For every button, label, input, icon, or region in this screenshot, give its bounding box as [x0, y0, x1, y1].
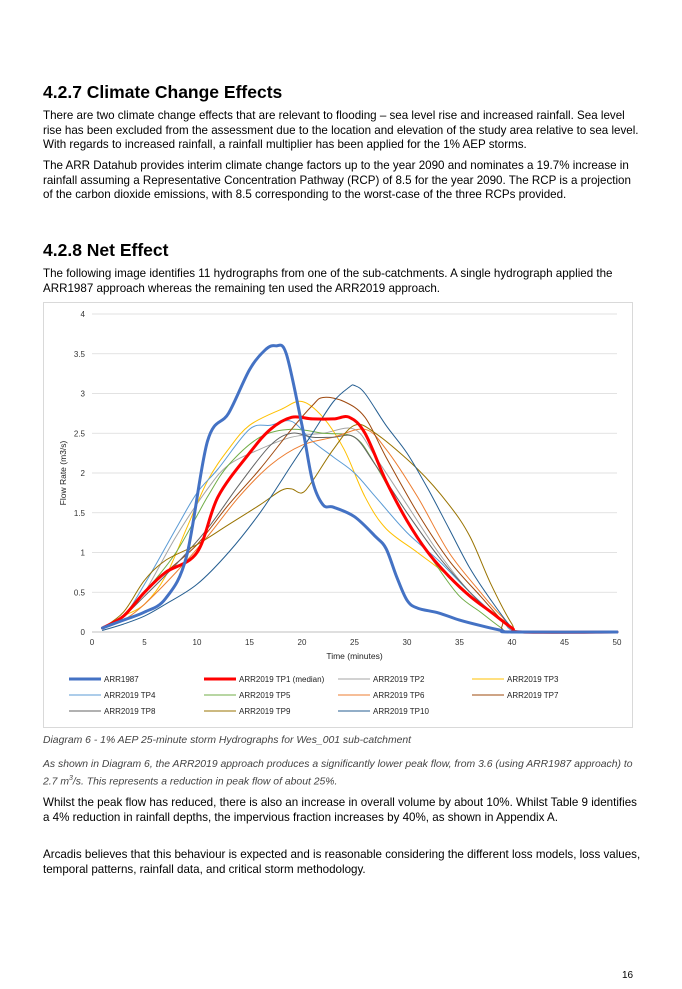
legend-label-arr2019-tp10: ARR2019 TP10	[373, 707, 429, 716]
y-tick-label: 3	[80, 389, 85, 399]
para-arcadis: Arcadis believes that this behaviour is expected and is reasonable considering the different loss models, loss values, temporal patterns, rainfall data, and critical storm methodology.	[43, 848, 641, 876]
x-axis-title: Time (minutes)	[326, 651, 383, 661]
para-net-effect: The following image identifies 11 hydrographs from one of the sub-catchments. A single hydrograph applied the ARR1987 approach whereas the remaining ten used the ARR2019 approach.	[43, 267, 613, 295]
x-tick-label: 10	[192, 638, 202, 647]
heading-climate-change: 4.2.7 Climate Change Effects	[43, 82, 283, 102]
y-axis-title: Flow Rate (m3/s)	[58, 440, 68, 506]
heading-net-effect: 4.2.8 Net Effect	[43, 240, 169, 260]
para-climate-2: The ARR Datahub provides interim climate change factors up to the year 2090 and nominates a 19.7% increase in rainfall assuming a Representative Concentration Pathway (RCP) of 8.5 for the year 2090. The RCP is a projection of the carbon dioxide emissions, with 8.5 corresponding to the worst-case of the three RCPs provided.	[43, 159, 631, 202]
y-tick-label: 1	[80, 548, 85, 558]
legend-label-arr2019-tp2: ARR2019 TP2	[373, 675, 425, 684]
para-volume: Whilst the peak flow has reduced, there is also an increase in overall volume by about 10%. Whilst Table 9 identifies a 4% reduction in rainfall depths, the impervious fraction increases by 40%, as shown in Appendix A.	[43, 796, 637, 824]
series-line-arr2019-tp3	[103, 401, 618, 632]
legend-label-arr2019-tp4: ARR2019 TP4	[104, 691, 156, 700]
series-line-arr2019-tp8	[103, 433, 618, 632]
series-line-arr2019-tp4	[103, 421, 618, 633]
diagram-note	[43, 758, 643, 788]
x-tick-label: 45	[560, 638, 569, 647]
y-tick-label: 1.5	[73, 508, 85, 518]
y-tick-label: 0	[80, 628, 85, 637]
x-tick-label: 30	[402, 638, 412, 647]
series-line-arr2019-tp1-median	[103, 417, 618, 633]
x-tick-label: 15	[245, 638, 254, 647]
x-tick-label: 0	[89, 638, 95, 647]
diagram-caption: Diagram 6 - 1% AEP 25-minute storm Hydrographs for Wes_001 sub-catchment	[43, 735, 412, 746]
x-tick-label: 25	[350, 638, 359, 647]
x-tick-label: 35	[455, 638, 464, 647]
hydrograph-chart	[43, 302, 633, 728]
legend-label-arr1987: ARR1987	[104, 675, 139, 684]
y-tick-label: 2.5	[73, 429, 85, 439]
x-tick-label: 5	[142, 638, 147, 647]
x-tick-label: 40	[507, 638, 517, 647]
y-tick-label: 2	[80, 469, 85, 478]
page-number: 16	[622, 970, 634, 981]
diagram-note-part-1: As shown in Diagram 6, the ARR2019 approach produces a significantly lower peak flow, from 3.6 (using ARR1987 approach) to 2.7 m	[43, 759, 633, 787]
legend-label-arr2019-tp7: ARR2019 TP7	[507, 691, 559, 700]
legend-label-arr2019-tp9: ARR2019 TP9	[239, 707, 291, 716]
legend-label-arr2019-tp8: ARR2019 TP8	[104, 707, 156, 716]
series-line-arr2019-tp9	[103, 424, 618, 632]
diagram-note-part-2: /s. This represents a reduction in peak flow of about 25%.	[72, 775, 338, 787]
legend-label-arr2019-tp3: ARR2019 TP3	[507, 675, 559, 684]
hydrograph-chart-svg	[44, 303, 632, 727]
diagram-note-superscript: 3	[69, 774, 73, 782]
legend-label-arr2019-tp5: ARR2019 TP5	[239, 691, 291, 700]
y-tick-label: 0.5	[73, 588, 85, 598]
series-line-arr2019-tp2	[103, 428, 618, 633]
para-climate-1: There are two climate change effects that are relevant to flooding – sea level rise and increased rainfall. Sea level rise has been excluded from the assessment due to the location and elevation of the study area relative to sea level. With regards to increased rainfall, a rainfall multiplier has been applied for the 1% AEP storms.	[43, 109, 639, 152]
x-tick-label: 50	[612, 638, 622, 647]
x-tick-label: 20	[297, 638, 307, 647]
y-tick-label: 4	[80, 310, 85, 319]
legend-label-arr2019-tp1-median: ARR2019 TP1 (median)	[239, 675, 325, 684]
legend-label-arr2019-tp6: ARR2019 TP6	[373, 691, 425, 700]
series-line-arr2019-tp10	[103, 385, 618, 632]
y-tick-label: 3.5	[73, 349, 85, 359]
